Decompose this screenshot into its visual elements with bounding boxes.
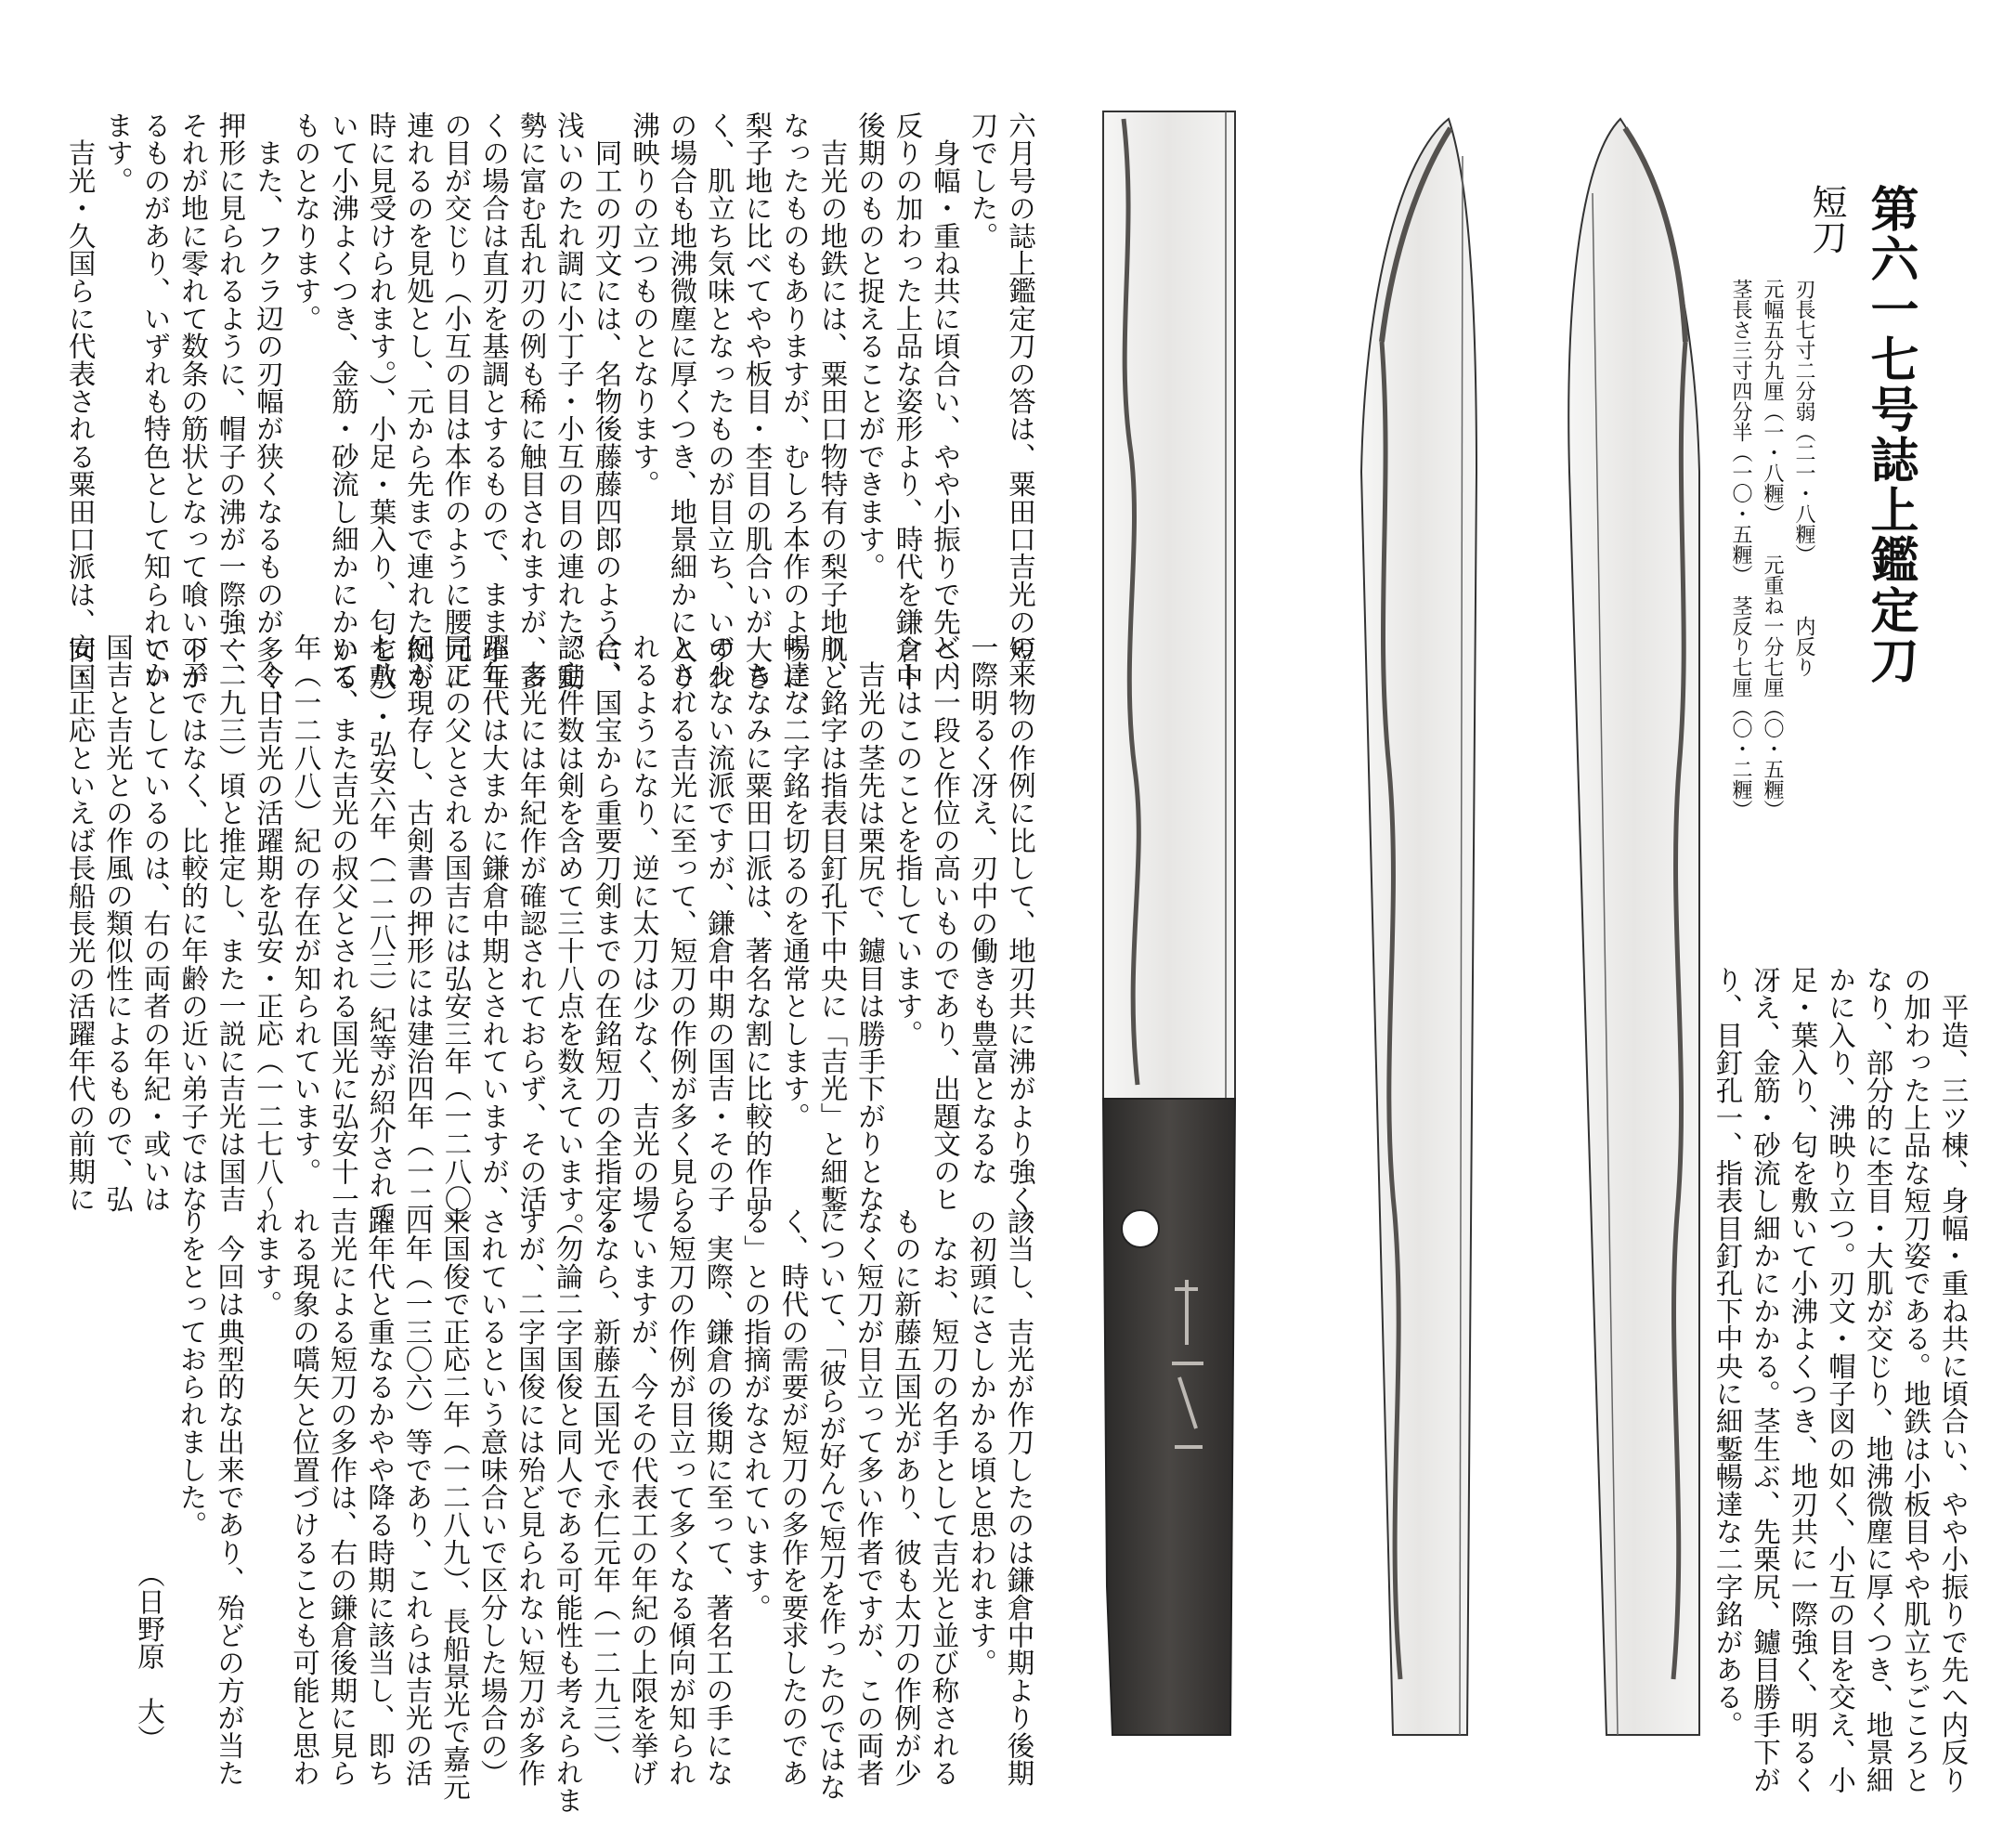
full-blade-left (1361, 119, 1476, 1735)
article-line: ものとなります。 (290, 111, 322, 332)
article-line: れる現象の嚆矢と位置づけることも可能と思わ (289, 1207, 320, 1787)
article-line: ます。 (102, 111, 134, 195)
article-line: 吉光による短刀の多作は、右の鎌倉後期に見ら (326, 1207, 358, 1787)
article-line: ど、一段と作位の高いものであり、出題文のヒ (930, 633, 961, 1213)
article-line: 反りの加わった上品な姿形より、時代を鎌倉中 (891, 111, 924, 691)
description-line: 冴え、金筋・砂流し細かにかかる。茎生ぶ、先栗尻、鑢目勝手下が (1749, 966, 1781, 1793)
article-line: の目が交じり（小互の目は本作のように腰元に (440, 111, 473, 691)
article-line: なく短刀が目立って多い作者ですが、この両者 (852, 1207, 885, 1787)
article-line: 吉光・久国らに代表される粟田口派は、同国 (64, 111, 97, 691)
description-line: り、目釘孔一、指表目釘孔下中央に細鏨暢達な二字銘がある。 (1711, 966, 1744, 1739)
article-line: いて小沸よくつき、金筋・砂流し細かにかかる (328, 111, 359, 691)
article-line: 今日吉光の活躍期を弘安・正応（一二七八〜 (253, 633, 284, 1213)
article-line: それが地に零れて数条の筋状となって喰い下が (177, 111, 209, 691)
article-line: 暢達な二字銘を切るのを通常とします。 (779, 633, 811, 1130)
article-line: すが、二字国俊には殆ど見られない短刀が多作 (514, 1207, 546, 1787)
article-line: の子ではなく、比較的に年齢の近い弟子ではな (177, 633, 209, 1213)
article-line: 四年（一三〇六）等であり、これらは吉光の活 (401, 1207, 434, 1787)
sword-specs (1724, 279, 1819, 820)
article-line: 勢に富む乱れ刃の例も稀に触目されますが、多 (515, 111, 548, 691)
article-line: 国吉と吉光との作風の類似性によるもので、弘 (102, 633, 134, 1213)
article-line: 沸映りの立つものとなります。 (629, 111, 660, 498)
article-line: なお、短刀の名手として吉光と並び称される (928, 1207, 960, 1787)
full-blade-right (1568, 119, 1699, 1735)
article-line: 七八）・弘安六年（一二八三）紀等が紹介されて (365, 633, 397, 1227)
article-line: 認定件数は剣を含めて三十八点を数えています。 (553, 633, 585, 1241)
author: （日野原 大） (134, 1560, 165, 1753)
sword-type: 短刀 (1806, 184, 1847, 254)
article-line: 浅いのたれ調に小丁子・小互の目の連れた、動 (553, 111, 585, 691)
article-line: の初頭にさしかかる頃と思われます。 (966, 1207, 997, 1676)
article-line: いて、また吉光の叔父とされる国光に弘安十一 (328, 633, 359, 1213)
sword-illustrations (1086, 100, 1755, 1763)
article-line: 来国俊で正応二年（一二八九）、長船景光で嘉元 (439, 1207, 471, 1801)
description-line: かに入り、沸映り立つ。刃文・帽子図の如く、小互の目を交え、小 (1825, 966, 1856, 1794)
article-line: るなら、新藤五国光で永仁元年（一二九三）、 (590, 1207, 621, 1773)
article-line: の少ない流派ですが、鎌倉中期の国吉・その子 (704, 633, 735, 1213)
article-line: ていますが、今その代表工の年紀の上限を挙げ (627, 1207, 659, 1787)
article-line: また、フクラ辺の刃幅が狭くなるものが多く、 (253, 111, 284, 719)
article-line: 吉光には年紀作が確認されておらず、その活 (515, 633, 548, 1213)
article-line: 六月号の誌上鑑定刀の答は、粟田口吉光の短 (1005, 111, 1036, 663)
article-middle (61, 633, 1039, 1240)
article-line: 吉光の茎先は栗尻で、鑢目は勝手下がりとな (854, 633, 886, 1213)
article-line: なったものもありますが、むしろ本作のように、 (779, 111, 811, 719)
article-line: 梨子地に比べてやや板目・杢目の肌合いが大き (741, 111, 774, 691)
tang-closeup (1103, 111, 1235, 1735)
article-line: く、肌立ち気味となったものが目立ち、いずれ (704, 111, 735, 691)
spec-line: 元幅五分九厘（一・八糎） 元重ね一分七厘（〇・五糎） (1761, 279, 1784, 820)
article-line: る」との指摘がなされています。 (740, 1207, 772, 1622)
article-line: 躍年代と重なるかやや降る時期に該当し、即ち (364, 1207, 396, 1787)
article-line: くの場合は直刃を基調とするもので、まま小互 (478, 111, 510, 691)
article-line: るものがあり、いずれも特色として知られてい (139, 111, 172, 691)
article-upper (61, 111, 1039, 718)
article-line: ントはこのことを指しています。 (891, 633, 924, 1048)
article-line: されているという意味合いで区分した場合の） (476, 1207, 509, 1787)
description-line: なり、部分的に杢目・大肌が交じり、地沸微塵に厚くつき、地景細 (1862, 966, 1894, 1793)
article-line: 一二九三）頃と推定し、また一説に吉光は国吉 (215, 633, 247, 1213)
article-line: 同工の刃文には、名物後藤藤四郎のように、 (591, 111, 623, 691)
article-line: 同工の父とされる国吉には弘安三年（一二八〇） (440, 633, 473, 1241)
article-line: りをとっておられました。 (176, 1207, 208, 1539)
article-lower (173, 1207, 1038, 1814)
article-line: 年（一二八八）紀の存在が知られています。 (290, 633, 322, 1185)
article-line: 刀でした。 (967, 111, 999, 250)
article-line: の来物の作例に比して、地刃共に沸がより強く、 (1005, 633, 1036, 1241)
article-line: 合、国宝から重要刀剣までの在銘短刀の全指定・ (591, 633, 623, 1241)
description-line: の加わった上品な短刀姿である。地鉄は小板目やや肌立ちごころと (1900, 966, 1931, 1793)
article-line: 該当し、吉光が作刀したのは鎌倉中期より後期 (1003, 1207, 1035, 1787)
article-line: いかとしているのは、右の両者の年紀・或いは (139, 633, 172, 1213)
description-line: 平造、三ツ棟、身幅・重ね共に頃合い、やや小振りで先へ内反り (1937, 966, 1970, 1794)
article-line: 安・正応といえば長船長光の活躍年代の前期に (64, 633, 97, 1213)
article-line: 紀が現存し、古剣書の押形には建治四年（一二 (403, 633, 435, 1213)
article-line: 連れるのを見処とし、元から先まで連れた例も (403, 111, 435, 691)
page-title: 第六一七号誌上鑑定刀 (1862, 184, 1918, 685)
mekugi-hole (1122, 1210, 1159, 1247)
article-line: 後期のものと捉えることができます。 (854, 111, 886, 580)
article-line: ちなみに粟田口派は、著名な割に比較的作品 (741, 633, 774, 1213)
description-line: 足・葉入り、匂を敷いて小沸よくつき、地刃共に一際強く、明るく (1787, 966, 1819, 1793)
closeup-blade (1103, 111, 1235, 1099)
article-line: とされる吉光に至って、短刀の作例が多く見ら (666, 633, 698, 1213)
tang (1103, 1099, 1235, 1735)
article-line: れます。 (251, 1207, 283, 1318)
article-line: 身幅・重ね共に頃合い、やや小振りで先へ内 (930, 111, 961, 691)
article-line: 吉光の地鉄には、粟田口物特有の梨子地肌と (816, 111, 849, 691)
description (1709, 966, 1972, 1793)
article-line: の場合も地沸微塵に厚くつき、地景細かに入り、 (666, 111, 698, 719)
article-line: く、時代の需要が短刀の多作を要求したのであ (777, 1207, 810, 1787)
article-line: 今回は典型的な出来であり、殆どの方が当た (214, 1207, 245, 1787)
spec-line: 刃長七寸二分弱（二一・八糎） 内反り (1792, 279, 1815, 677)
article-line: （勿論二字国俊と同人である可能性も考えられま (552, 1207, 584, 1815)
article-line: り、銘字は指表目釘孔下中央に「吉光」と細鏨 (816, 633, 849, 1213)
article-line: 躍年代は大まかに鎌倉中期とされていますが、 (478, 633, 510, 1213)
spec-line: 茎長さ三寸四分半（一〇・五糎） 茎反り七厘（〇・二糎） (1729, 279, 1752, 820)
article-line: について、「彼らが好んで短刀を作ったのではな (815, 1207, 847, 1801)
article-line: 実際、鎌倉の後期に至って、著名工の手にな (702, 1207, 735, 1787)
article-line: る短刀の作例が目立って多くなる傾向が知られ (665, 1207, 696, 1787)
article-line: 時に見受けられます。）、小足・葉入り、匂を敷 (365, 111, 397, 691)
article-line: 一際明るく冴え、刃中の働きも豊富となるな (967, 633, 999, 1185)
article-line: れるようになり、逆に太刀は少なく、吉光の場 (629, 633, 660, 1213)
article-line: ものに新藤五国光があり、彼も太刀の作例が少 (891, 1207, 922, 1787)
article-line: 押形に見られるように、帽子の沸が一際強く、 (215, 111, 247, 691)
